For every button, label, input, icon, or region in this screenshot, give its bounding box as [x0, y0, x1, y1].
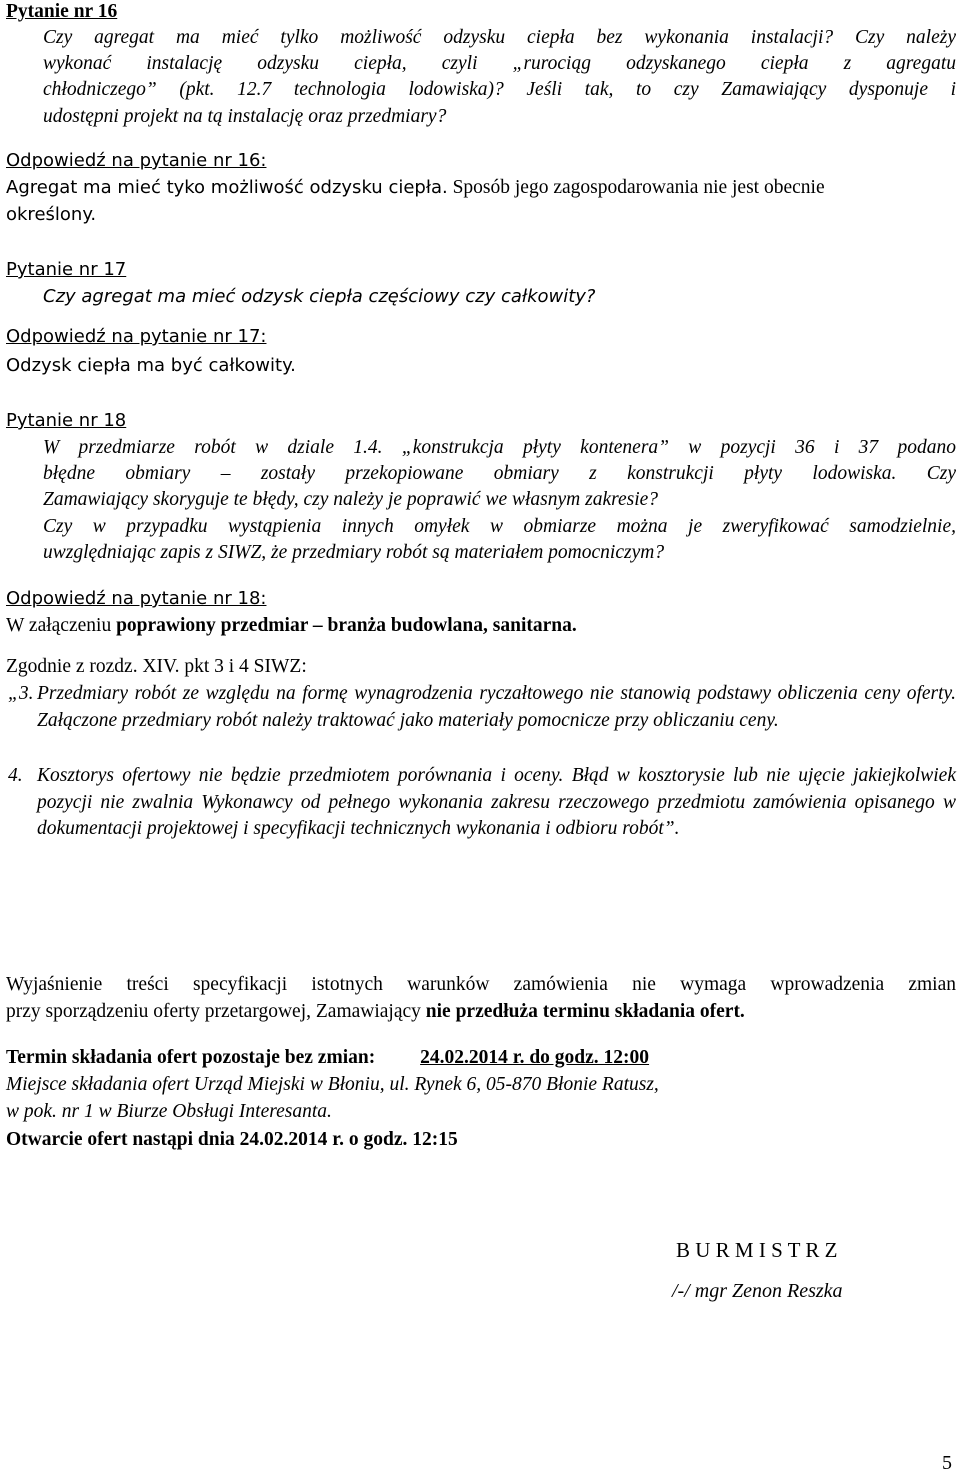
closing-line-2-prefix: przy sporządzeniu oferty przetargowej, Zamawiający	[6, 1001, 421, 1022]
siwz-item-4-text: Kosztorys ofertowy nie będzie przedmiotem porównania i oceny. Błąd w kosztorysie lub nie ujęcie jakiejkolwiek pozycji nie zwalnia Wykonawcy od pełnego wykonania zakresu rzeczowego przedmiotu zamówienia opisanego w dokumentacji projektowej i specyfikacji technicznych wykonania i odbioru robót”.	[37, 765, 956, 839]
q16-answer-part-1: Agregat ma mieć tyko możliwość odzysku ciepła.	[6, 177, 448, 198]
siwz-item-3-number: „3.	[8, 683, 34, 704]
q18-heading: Pytanie nr 18	[6, 410, 127, 431]
page-number: 5	[942, 1452, 952, 1474]
q16-question-line-4: udostępni projekt na tą instalację oraz przedmiary?	[43, 106, 447, 127]
q16-question-line-1: Czy agregat ma mieć tylko możliwość odzysku ciepła bez wykonania instalacji? Czy należy	[43, 27, 956, 48]
submission-place-line-1: Miejsce składania ofert Urząd Miejski w Błoniu, ul. Rynek 6, 05-870 Błonie Ratusz,	[6, 1074, 659, 1095]
q16-answer-line-1	[6, 176, 956, 200]
q18-question-line-1: W przedmiarze robót w dziale 1.4. „konstrukcja płyty kontenera” w pozycji 36 i 37 podano	[43, 437, 956, 458]
q18-siwz-reference: Zgodnie z rozdz. XIV. pkt 3 i 4 SIWZ:	[6, 656, 307, 677]
q16-question-line-3: chłodniczego” (pkt. 12.7 technologia lodowiska)? Jeśli tak, to czy Zamawiający dysponuje i	[43, 79, 956, 100]
closing-line-2	[6, 1000, 956, 1024]
q16-heading: Pytanie nr 16	[6, 1, 118, 22]
siwz-item-3-text: Przedmiary robót ze względu na formę wynagrodzenia ryczałtowego nie stanowią podstawy obliczenia ceny oferty. Załączone przedmiary robót należy traktować jako materiały pomocnicze przy obliczaniu ceny.	[37, 683, 956, 731]
deadline-label: Termin składania ofert pozostaje bez zmian:	[6, 1047, 376, 1068]
closing-line-1: Wyjaśnienie treści specyfikacji istotnych warunków zamówienia nie wymaga wprowadzenia zmian	[6, 974, 956, 995]
siwz-item-4	[6, 763, 956, 843]
closing-line-2-bold: nie przedłuża terminu składania ofert.	[425, 1001, 745, 1022]
q16-answer-part-3: określony.	[6, 204, 97, 225]
q18-answer-bold: poprawiony przedmiar – branża budowlana, sanitarna.	[116, 615, 577, 636]
q18-question-line-4: Czy w przypadku wystąpienia innych omyłek w obmiarze można je zweryfikować samodzielnie,	[43, 516, 956, 537]
q18-question-line-5: uwzględniając zapis z SIWZ, że przedmiary robót są materiałem pomocniczym?	[43, 542, 665, 563]
q17-heading: Pytanie nr 17	[6, 259, 127, 280]
q18-answer-prefix: W załączeniu	[6, 615, 112, 636]
q17-question: Czy agregat ma mieć odzysk ciepła częściowy czy całkowity?	[43, 286, 596, 307]
signature-name: /-/ mgr Zenon Reszka	[672, 1280, 843, 1302]
submission-place-line-2: w pok. nr 1 w Biurze Obsługi Interesanta.	[6, 1101, 332, 1122]
signature-title: B U R M I S T R Z	[676, 1238, 838, 1262]
q16-question-line-2: wykonać instalację odzysku ciepła, czyli „rurociąg odzyskanego ciepła z agregatu	[43, 53, 956, 74]
siwz-item-3	[6, 681, 956, 734]
siwz-item-4-number: 4.	[8, 765, 23, 786]
deadline-line	[6, 1046, 956, 1070]
opening-date: Otwarcie ofert nastąpi dnia 24.02.2014 r. o godz. 12:15	[6, 1129, 458, 1150]
q18-answer-heading: Odpowiedź na pytanie nr 18:	[6, 588, 267, 609]
q16-answer-part-2: Sposób jego zagospodarowania nie jest obecnie	[452, 177, 825, 198]
q17-answer-heading: Odpowiedź na pytanie nr 17:	[6, 326, 267, 347]
q18-answer-line	[6, 614, 956, 638]
q18-question-line-3: Zamawiający skoryguje te błędy, czy należy je poprawić we własnym zakresie?	[43, 489, 659, 510]
q18-question-line-2: błędne obmiary – zostały przekopiowane obmiary z konstrukcji płyty lodowiska. Czy	[43, 463, 956, 484]
deadline-value: 24.02.2014 r. do godz. 12:00	[420, 1047, 650, 1068]
q17-answer: Odzysk ciepła ma być całkowity.	[6, 355, 296, 376]
q16-answer-heading: Odpowiedź na pytanie nr 16:	[6, 150, 267, 171]
